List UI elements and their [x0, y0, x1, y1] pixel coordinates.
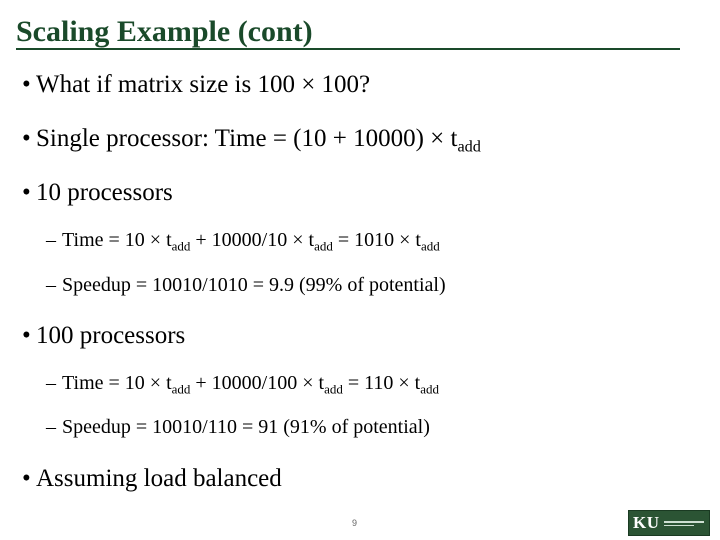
bullet-text: Single processor: Time = (10 + 10000) × t — [36, 125, 458, 152]
subscript: add — [420, 381, 440, 397]
bullet-text: Assuming load balanced — [36, 465, 282, 492]
title-underline — [16, 48, 680, 50]
bullet-text: What if matrix size is 100 × 100? — [36, 71, 371, 98]
bullet-10-processors — [22, 178, 173, 208]
subscript: add — [457, 137, 481, 156]
bullet-icon: • — [22, 179, 31, 206]
subbullet-100-speedup — [46, 414, 430, 440]
sub-text: Speedup = 10010/1010 = 9.9 (99% of potential) — [62, 274, 446, 296]
slide-title: Scaling Example (cont) — [16, 15, 313, 48]
bullet-load-balanced — [22, 464, 282, 494]
subscript: add — [314, 238, 333, 254]
bullet-single-processor — [22, 124, 481, 154]
dash-icon: – — [46, 229, 56, 251]
logo-wordmark — [664, 521, 704, 526]
sub-text: = 1010 × t — [332, 229, 421, 251]
sub-text: = 110 × t — [342, 372, 421, 394]
bullet-icon: • — [22, 71, 31, 98]
subbullet-10-speedup — [46, 272, 446, 298]
logo-text: KU — [633, 513, 660, 532]
bullet-text: 10 processors — [36, 179, 173, 206]
dash-icon: – — [46, 274, 56, 296]
subscript: add — [420, 238, 440, 254]
korea-university-logo-icon — [628, 510, 710, 536]
page-number: 9 — [352, 518, 358, 528]
subscript: add — [171, 238, 191, 254]
bullet-matrix-size — [22, 70, 370, 100]
dash-icon: – — [46, 416, 56, 438]
subscript: add — [324, 381, 343, 397]
subbullet-100-time — [46, 370, 439, 396]
bullet-text: 100 processors — [36, 322, 186, 349]
subscript: add — [171, 381, 191, 397]
dash-icon: – — [46, 372, 56, 394]
sub-text: Time = 10 × t — [62, 229, 172, 251]
bullet-icon: • — [22, 322, 31, 349]
sub-text: Time = 10 × t — [62, 372, 172, 394]
sub-text: + 10000/100 × t — [190, 372, 325, 394]
bullet-icon: • — [22, 465, 31, 492]
bullet-100-processors — [22, 321, 185, 351]
sub-text: Speedup = 10010/110 = 91 (91% of potential) — [62, 416, 430, 438]
sub-text: + 10000/10 × t — [190, 229, 315, 251]
bullet-icon: • — [22, 125, 31, 152]
subbullet-10-time — [46, 227, 440, 253]
